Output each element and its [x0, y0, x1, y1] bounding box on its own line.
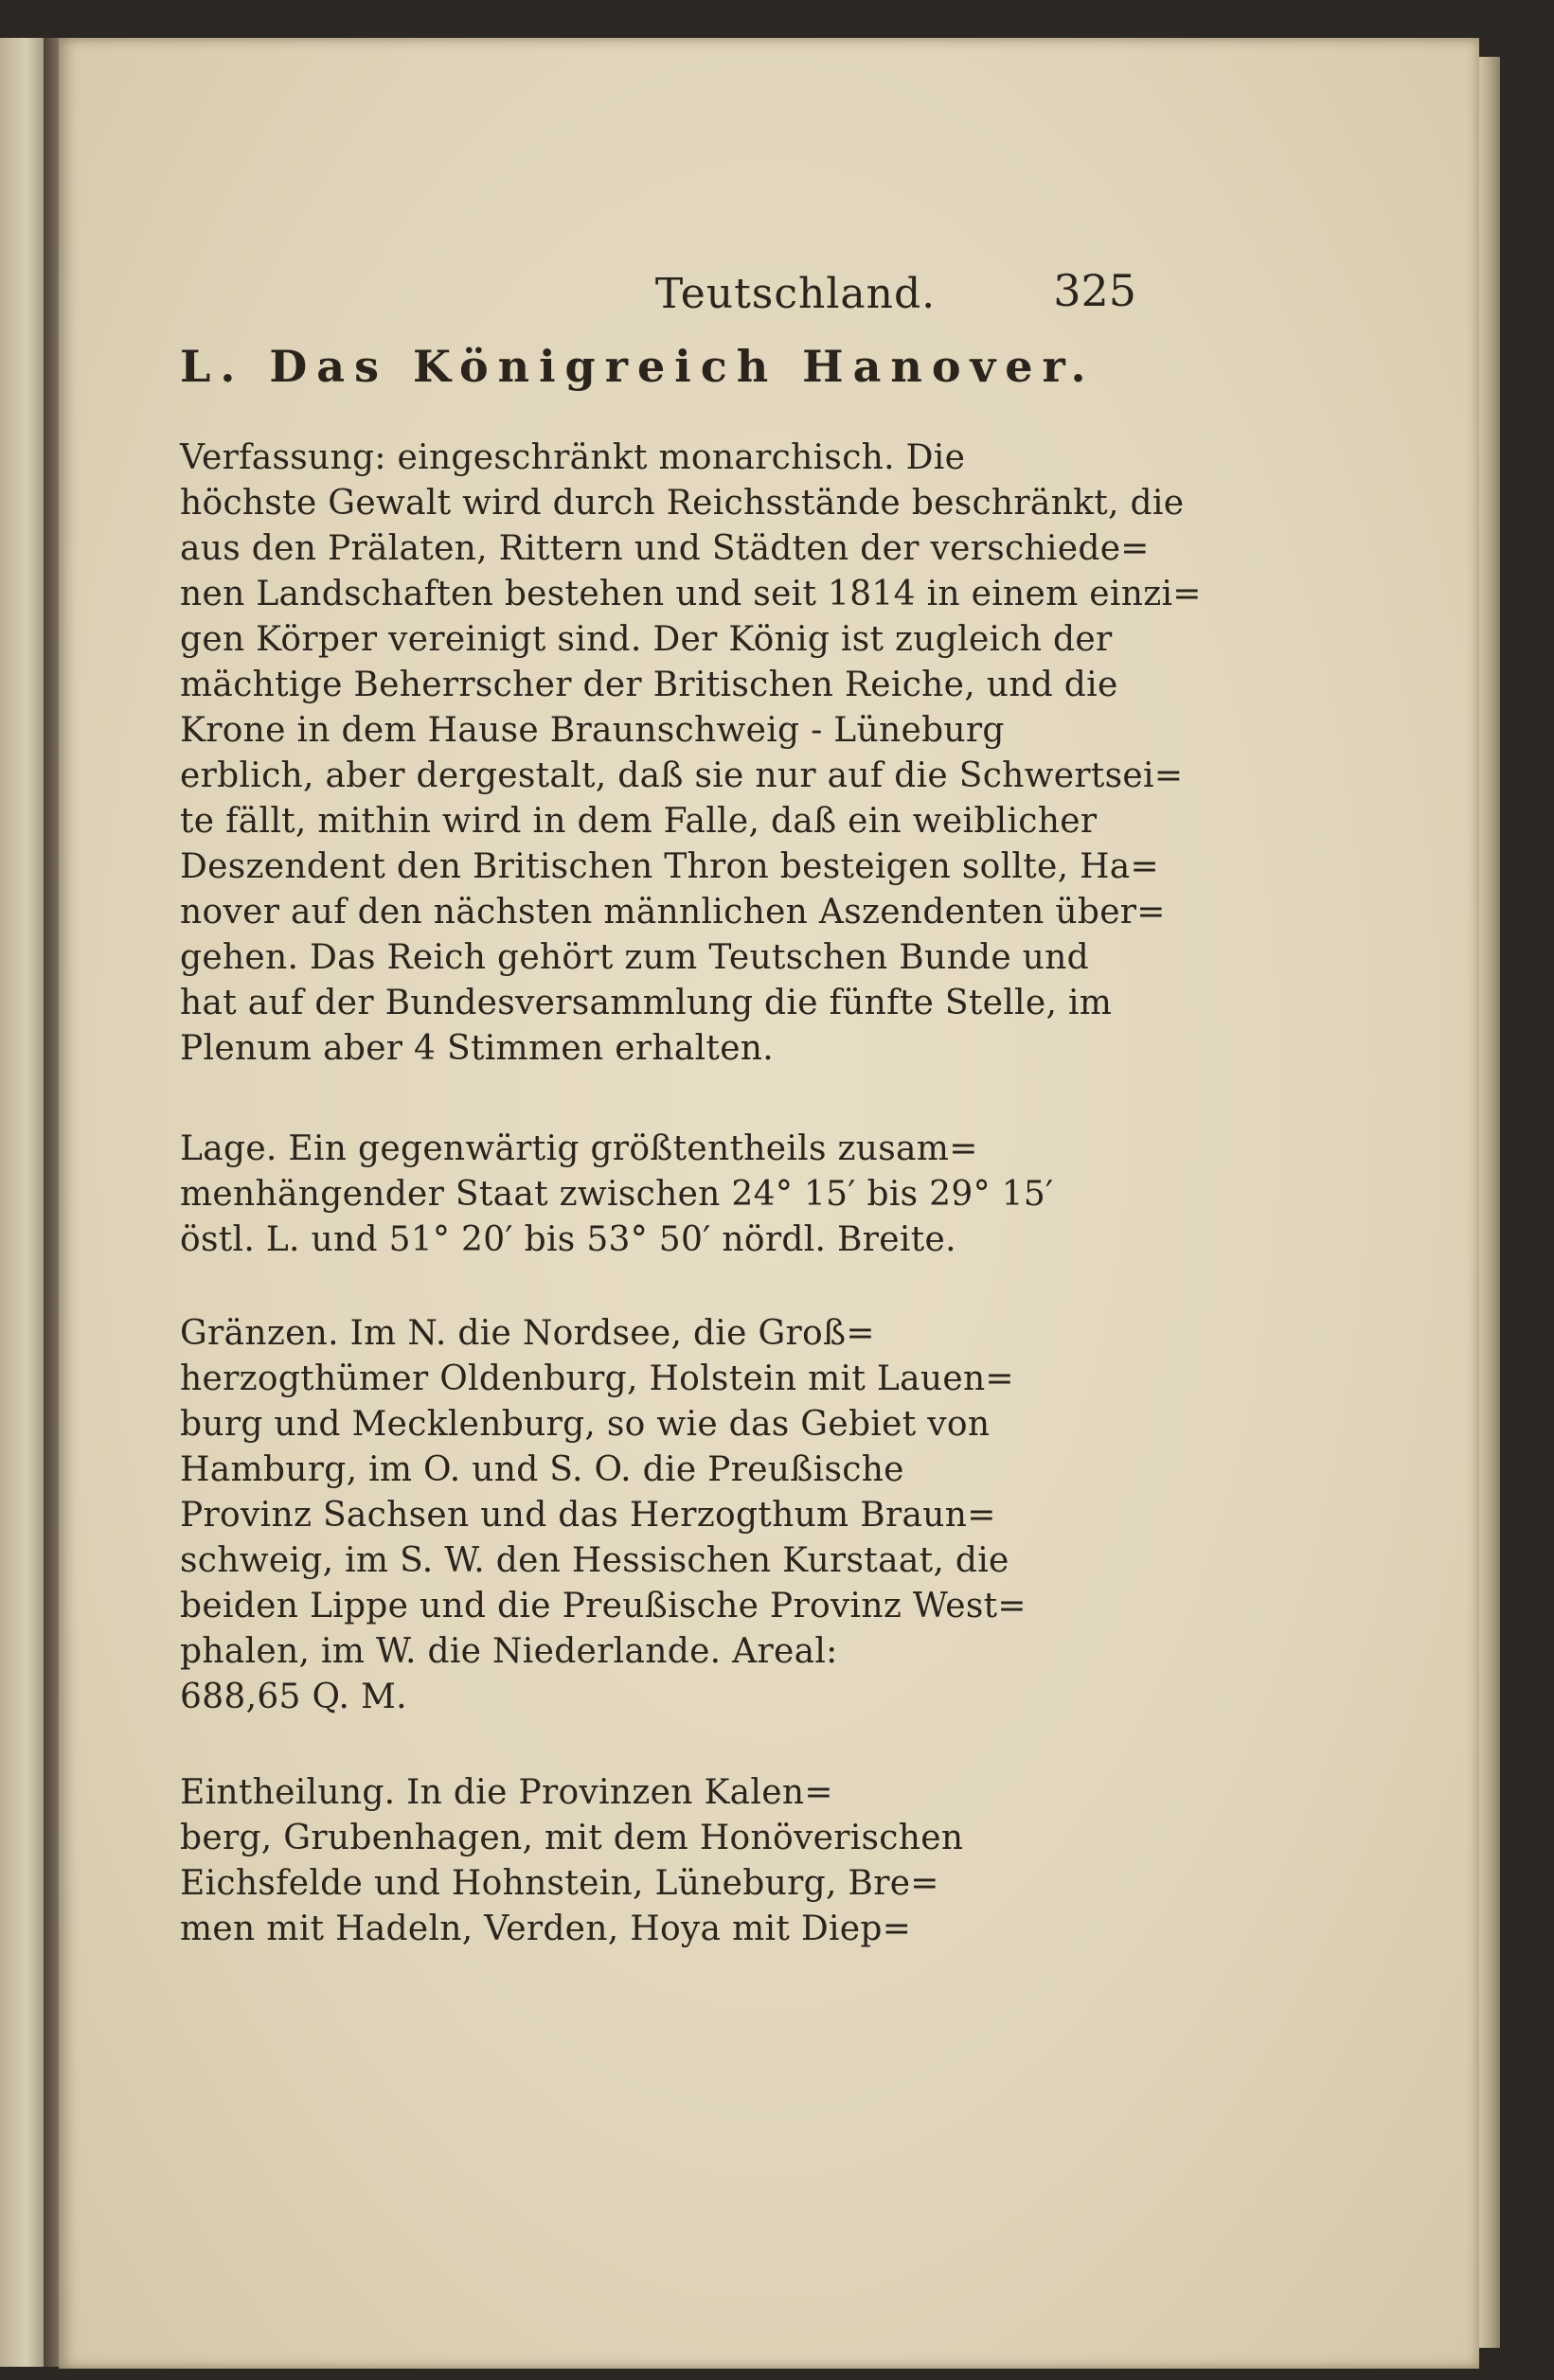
text-line: östl. L. und 51° 20′ bis 53° 50′ nördl. Breite. [180, 1220, 956, 1259]
text-line: hat auf der Bundesversammlung die fünfte Stelle, im [180, 984, 1113, 1022]
text-line: schweig, im S. W. den Hessischen Kurstaat, die [180, 1541, 1009, 1580]
text-line: Deszendent den Britischen Thron besteigen sollte, Ha= [180, 847, 1159, 886]
text-line: Lage. Ein gegenwärtig größtentheils zusam= [180, 1129, 978, 1168]
text-line: te fällt, mithin wird in dem Falle, daß ein weiblicher [180, 802, 1098, 841]
text-line: mächtige Beherrscher der Britischen Reiche, und die [180, 666, 1118, 704]
text-line: Verfassung: eingeschränkt monarchisch. Die [180, 438, 966, 477]
text-line: Krone in dem Hause Braunschweig - Lüneburg [180, 711, 1005, 750]
text-line: menhängender Staat zwischen 24° 15′ bis 29° 15′ [180, 1175, 1054, 1214]
text-line: Provinz Sachsen und das Herzogthum Braun= [180, 1496, 996, 1535]
page-edge [1479, 57, 1500, 2348]
text-line: beiden Lippe und die Preußische Provinz West= [180, 1587, 1027, 1625]
text-line: 688,65 Q. M. [180, 1678, 407, 1716]
paragraph-lage [180, 1127, 1127, 1263]
page-number: 325 [1053, 265, 1136, 316]
paragraph-graenzen [180, 1311, 1127, 1720]
text-line: erblich, aber dergestalt, daß sie nur auf die Schwertsei= [180, 756, 1184, 795]
text-line: Eichsfelde und Hohnstein, Lüneburg, Bre= [180, 1864, 939, 1903]
text-line: phalen, im W. die Niederlande. Areal: [180, 1632, 838, 1671]
book-gutter [44, 38, 59, 2367]
paragraph-verfassung [180, 435, 1202, 1072]
text-line: Hamburg, im O. und S. O. die Preußische [180, 1450, 904, 1489]
text-line: Gränzen. Im N. die Nordsee, die Groß= [180, 1314, 875, 1353]
text-line: nen Landschaften bestehen und seit 1814 in einem einzi= [180, 575, 1202, 613]
text-line: gehen. Das Reich gehört zum Teutschen Bunde und [180, 938, 1089, 977]
text-line: nover auf den nächsten männlichen Aszendenten über= [180, 893, 1166, 932]
text-line: aus den Prälaten, Rittern und Städten der verschiede= [180, 529, 1150, 568]
facing-page-edge [0, 38, 44, 2367]
text-line: gen Körper vereinigt sind. Der König ist zugleich der [180, 620, 1113, 659]
text-line: Plenum aber 4 Stimmen erhalten. [180, 1029, 775, 1068]
text-line: Eintheilung. In die Provinzen Kalen= [180, 1773, 833, 1812]
section-heading: L. Das Königreich Hanover. [180, 341, 1096, 392]
text-line: höchste Gewalt wird durch Reichsstände beschränkt, die [180, 484, 1185, 523]
running-head: Teutschland. [654, 270, 937, 318]
paragraph-eintheilung [180, 1770, 1127, 1952]
text-line: burg und Mecklenburg, so wie das Gebiet von [180, 1405, 991, 1444]
text-line: berg, Grubenhagen, mit dem Honöverischen [180, 1819, 964, 1857]
text-line: herzogthümer Oldenburg, Holstein mit Lauen= [180, 1359, 1014, 1398]
text-line: men mit Hadeln, Verden, Hoya mit Diep= [180, 1909, 912, 1948]
